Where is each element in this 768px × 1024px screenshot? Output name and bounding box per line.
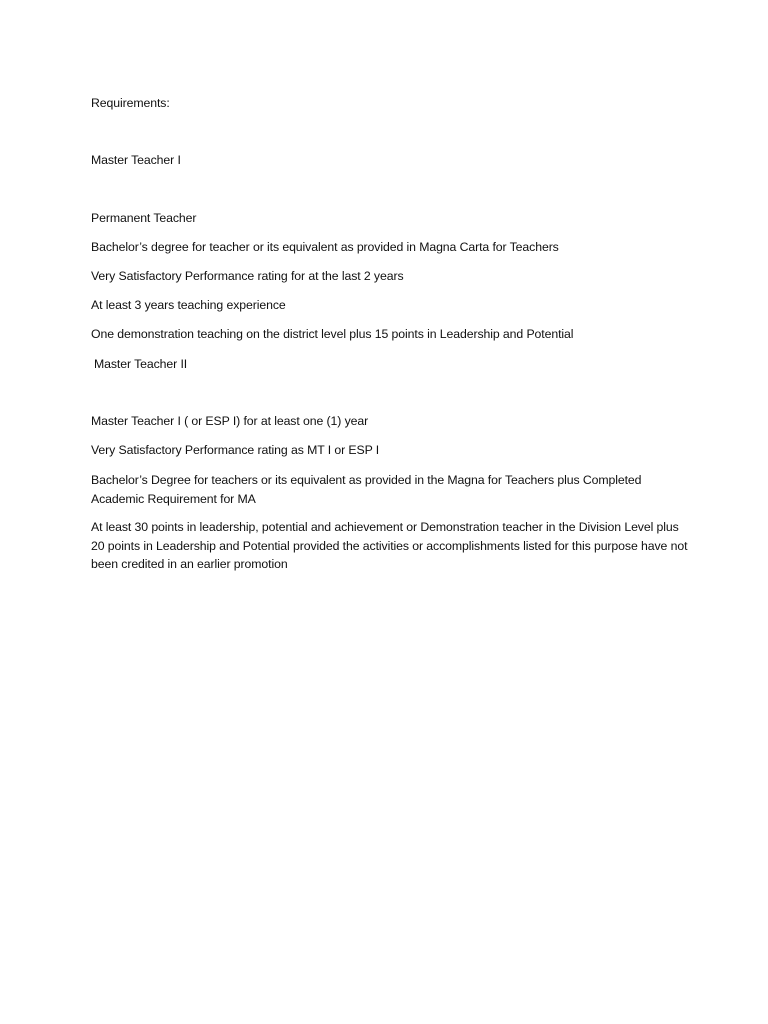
section-title-master-teacher-1: Master Teacher I (91, 153, 181, 167)
mt2-requirement-leadership-points: At least 30 points in leadership, potential and achievement or Demonstration teacher in the Division Level plus 20 points in Leadership and Potential provided the activities or accomplishments listed for this purpose have not been credited in an earlier promotion (91, 520, 688, 571)
requirements-heading: Requirements: (91, 96, 170, 110)
mt1-requirement-performance-rating: Very Satisfactory Performance rating for at the last 2 years (91, 269, 404, 283)
mt1-requirement-teaching-experience: At least 3 years teaching experience (91, 298, 286, 312)
mt2-requirement-performance-rating: Very Satisfactory Performance rating as MT I or ESP I (91, 443, 380, 457)
section-title-master-teacher-2: Master Teacher II (94, 357, 188, 371)
mt2-requirement-bachelors-degree: Bachelor’s Degree for teachers or its equivalent as provided in the Magna for Teachers plus Completed Academic Requirement for MA (91, 473, 642, 506)
mt1-requirement-permanent-teacher: Permanent Teacher (91, 211, 197, 225)
mt1-requirement-demonstration-teaching: One demonstration teaching on the district level plus 15 points in Leadership and Potential (91, 327, 574, 341)
mt2-requirement-mt1-experience: Master Teacher I ( or ESP I) for at least one (1) year (91, 414, 369, 428)
mt1-requirement-bachelors-degree: Bachelor’s degree for teacher or its equivalent as provided in Magna Carta for Teachers (91, 240, 559, 254)
